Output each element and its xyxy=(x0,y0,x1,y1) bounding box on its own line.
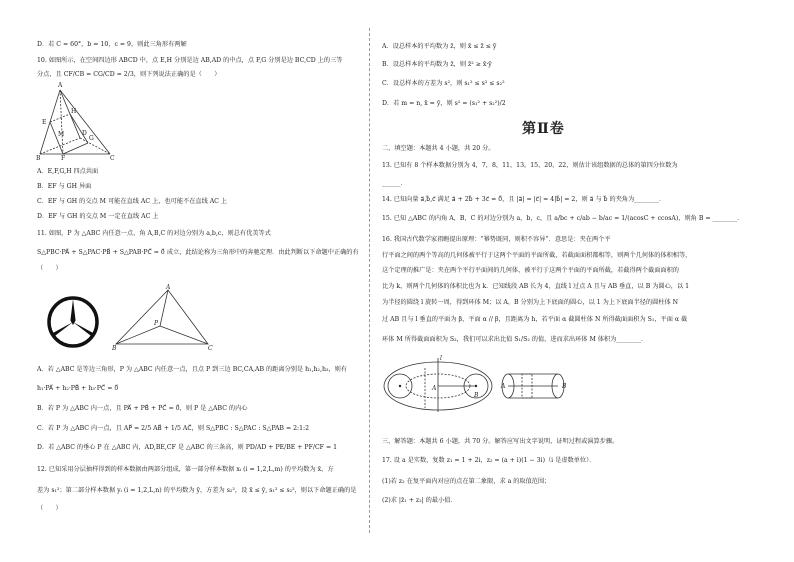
q11-option-c: C．若 P 为 △ABC 内一点，且 AP⃗ = 2/5 AB⃗ + 1/5 AC⃗，则 S△PBC : S△PAC : S△PAB = 2:1:2 xyxy=(37,425,310,432)
fig3-label: B xyxy=(474,392,479,399)
q17-part2: (2)求 |z̄₁ + z₂| 的最小值． xyxy=(382,497,457,504)
tetrahedron-figure xyxy=(36,82,128,162)
fig3-label: A xyxy=(432,385,437,392)
q11-option-a-line1: A．若 △ABC 是等边三角形，P 为 △ABC 内任意一点，且点 P 到三边 BC,CA,AB 的距离分别是 h₁,h₂,h₃，则有 xyxy=(37,366,347,373)
q10-option-a: A．E,F,G,H 四点共面 xyxy=(37,168,99,175)
q9-option-d: D．若 C = 60°，b = 10，c = 9，则此三角形有两解 xyxy=(37,41,187,48)
fig2-label: C xyxy=(208,345,213,352)
q16-line6: 过 AB 且与 l 垂直的平面为 β，平面 α // β，且距离为 h，若平面 α 截圆柱体 N 所得截面面积为 S₁，平面 α 截 xyxy=(382,316,688,323)
q16-line1: 16. 我国古代数学家祖暅提出原理：“幂势既同，则积不容异”．意思是：夹在两个平 xyxy=(382,236,611,243)
fig1-label: B xyxy=(36,155,41,162)
fig1-label: M xyxy=(58,131,65,138)
q11-option-a-line2: h₁·PA⃗ + h₂·PB⃗ + h₃·PC⃗ = 0⃗ xyxy=(37,385,119,392)
fig1-label: D xyxy=(82,130,87,137)
triangle-p-figure xyxy=(112,286,216,352)
q15-stem: 15. 已知 △ABC 的内角 A，B，C 的对边分别为 a，b，c，且 a/bc + c/ab − b/ac = 1/(acosC + ccosA)，则角 B = ________． xyxy=(382,215,744,222)
q16-line4: 比为 k，则两个几何体的体积比也为 k．已知线段 AB 长为 4，直线 l 过点 A 且与 AB 垂直，以 B 为圆心，以 1 xyxy=(382,283,690,290)
q12-stem-line3: （ ） xyxy=(37,505,62,512)
q17-stem: 17. 设 a 是实数，复数 z₁ = 1 + 2i，z₂ = (a + i)(1 − 3i)（i 是虚数单位）． xyxy=(382,457,596,464)
torus-cylinder-figure xyxy=(380,354,580,414)
q17-part1: (1)若 z₂ 在复平面内对应的点在第二象限，求 a 的取值范围； xyxy=(382,478,551,485)
fig2-label: A xyxy=(166,284,171,291)
fig2-label: P xyxy=(154,320,159,327)
q10-option-d: D．EF 与 GH 的交点 M 一定在直线 AC 上 xyxy=(37,213,159,220)
q10-option-b: B．EF 与 GH 异面 xyxy=(37,183,92,190)
q13-blank: ______． xyxy=(382,180,407,187)
q16-line2: 行平面之间的两个等高的几何体被平行于这两个平面的平面所截，若截面面积都相等，则两个几何体的体积相等， xyxy=(382,252,692,259)
q16-line5: 为半径的圆绕 l 旋转一周，得到环体 M；以 A，B 分别为上下底面的圆心，以 1 为上下底面半径的圆柱体 N xyxy=(382,299,679,306)
column-divider xyxy=(369,28,370,533)
q10-stem-line2: 分点，且 CF/CB = CG/CD = 2/3，则下列说法正确的是（ ） xyxy=(37,71,221,78)
section-answer-header: 三、解答题：本题共 6 小题，共 70 分。解答应写出文字说明、证明过程或演算步骤。 xyxy=(382,438,619,445)
q16-line7: 环体 M 所得截面面积为 S₂，我们可以求出比值 S₁/S₂ 的值，进而求出环体 M 体积为________． xyxy=(382,336,648,343)
left-column xyxy=(0,0,370,562)
fig3-label: B xyxy=(562,383,567,390)
fig1-label: F xyxy=(61,155,66,162)
mercedes-logo-icon xyxy=(42,296,104,348)
q10-option-c: C．EF 与 GH 的交点 M 可能在直线 AC 上，也可能不在直线 AC 上 xyxy=(37,198,228,205)
fig3-label: A xyxy=(501,383,506,390)
q14-stem: 14. 已知向量 a⃗,b⃗,c⃗ 满足 a⃗ + 2b⃗ + 3c⃗ = 0⃗，且 |a⃗| = |c⃗| = 4|b⃗| = 2，则 a⃗ 与 b⃗ 的夹角为________． xyxy=(382,196,666,203)
fig1-label: A xyxy=(58,82,63,89)
q13-stem: 13. 已知有 8 个样本数据分别为 4，7，8，11，13，15，20，22，则估计该组数据的总体的第四分位数为 xyxy=(382,162,678,169)
q12-stem-line2: 差为 s₁²；第二部分样本数据 yᵢ (i = 1,2,L,n) 的平均数为 ȳ，方差为 s₂²，设 x̄ ≤ ȳ, s₁² ≤ s₂²，则以下命题正确的是 xyxy=(37,487,357,494)
q12-option-d: D．若 m = n, x̄ = ȳ，则 s² = (s₁² + s₂²)/2 xyxy=(382,100,506,107)
q12-option-c: C．设总样本的方差为 s²，则 s₁² ≤ s² ≤ s₂² xyxy=(382,80,505,87)
q12-stem-line1: 12. 已知采用分层抽样得到的样本数据由两部分组成，第一部分样本数据 xᵢ (i = 1,2,L,m) 的平均数为 x̄，方 xyxy=(37,466,334,473)
fig1-label: C xyxy=(110,155,115,162)
q10-stem-line1: 10. 如图所示，在空间四边形 ABCD 中，点 E,H 分别是边 AB,AD 的中点，点 F,G 分别是边 BC,CD 上的三等 xyxy=(37,57,343,64)
q12-option-a: A．设总样本的平均数为 z̄，则 x̄ ≤ z̄ ≤ ȳ xyxy=(382,43,497,50)
fig3-label: l xyxy=(440,355,442,362)
q12-option-b: B．设总样本的平均数为 z̄，则 z̄² ≥ x̄·ȳ xyxy=(382,61,492,68)
fig1-label: H xyxy=(71,108,77,115)
q11-stem-line2: S△PBC·PA⃗ + S△PAC·PB⃗ + S△PAB·PC⃗ = 0⃗ 成立，此结论称为三角形中的奔驰定理．由此判断以下命题中正确的有 xyxy=(37,249,359,256)
fig2-label: B xyxy=(112,345,117,352)
q11-option-d: D．若 △ABC 的垂心 P 在 △ABC 内，AD,BE,CF 是 △ABC 的三条高，则 PD/AD + PE/BE + PF/CF = 1 xyxy=(37,444,338,451)
right-column xyxy=(372,0,794,562)
q11-stem-line1: 11. 如图，P 为 △ABC 内任意一点，角 A,B,C 的对边分别为 a,b,c，则总有优美等式 xyxy=(37,230,271,237)
section-title: 第Ⅱ卷 xyxy=(522,121,565,137)
fig1-label: G xyxy=(89,135,94,142)
q16-line3: 这个定理的推广是：夹在两个平行平面间的几何体，被平行于这两个平面的平面所截，若截得两个截面面积的 xyxy=(382,267,679,274)
q11-stem-line3: （ ） xyxy=(37,265,62,272)
q11-option-b: B．若 P 为 △ABC 内一点，且 PA⃗ + PB⃗ + PC⃗ = 0⃗，则 P 是 △ABC 的内心 xyxy=(37,405,248,412)
fig1-label: E xyxy=(42,119,47,126)
section-fill-blank-header: 二、填空题：本题共 4 小题，共 20 分。 xyxy=(382,145,495,152)
